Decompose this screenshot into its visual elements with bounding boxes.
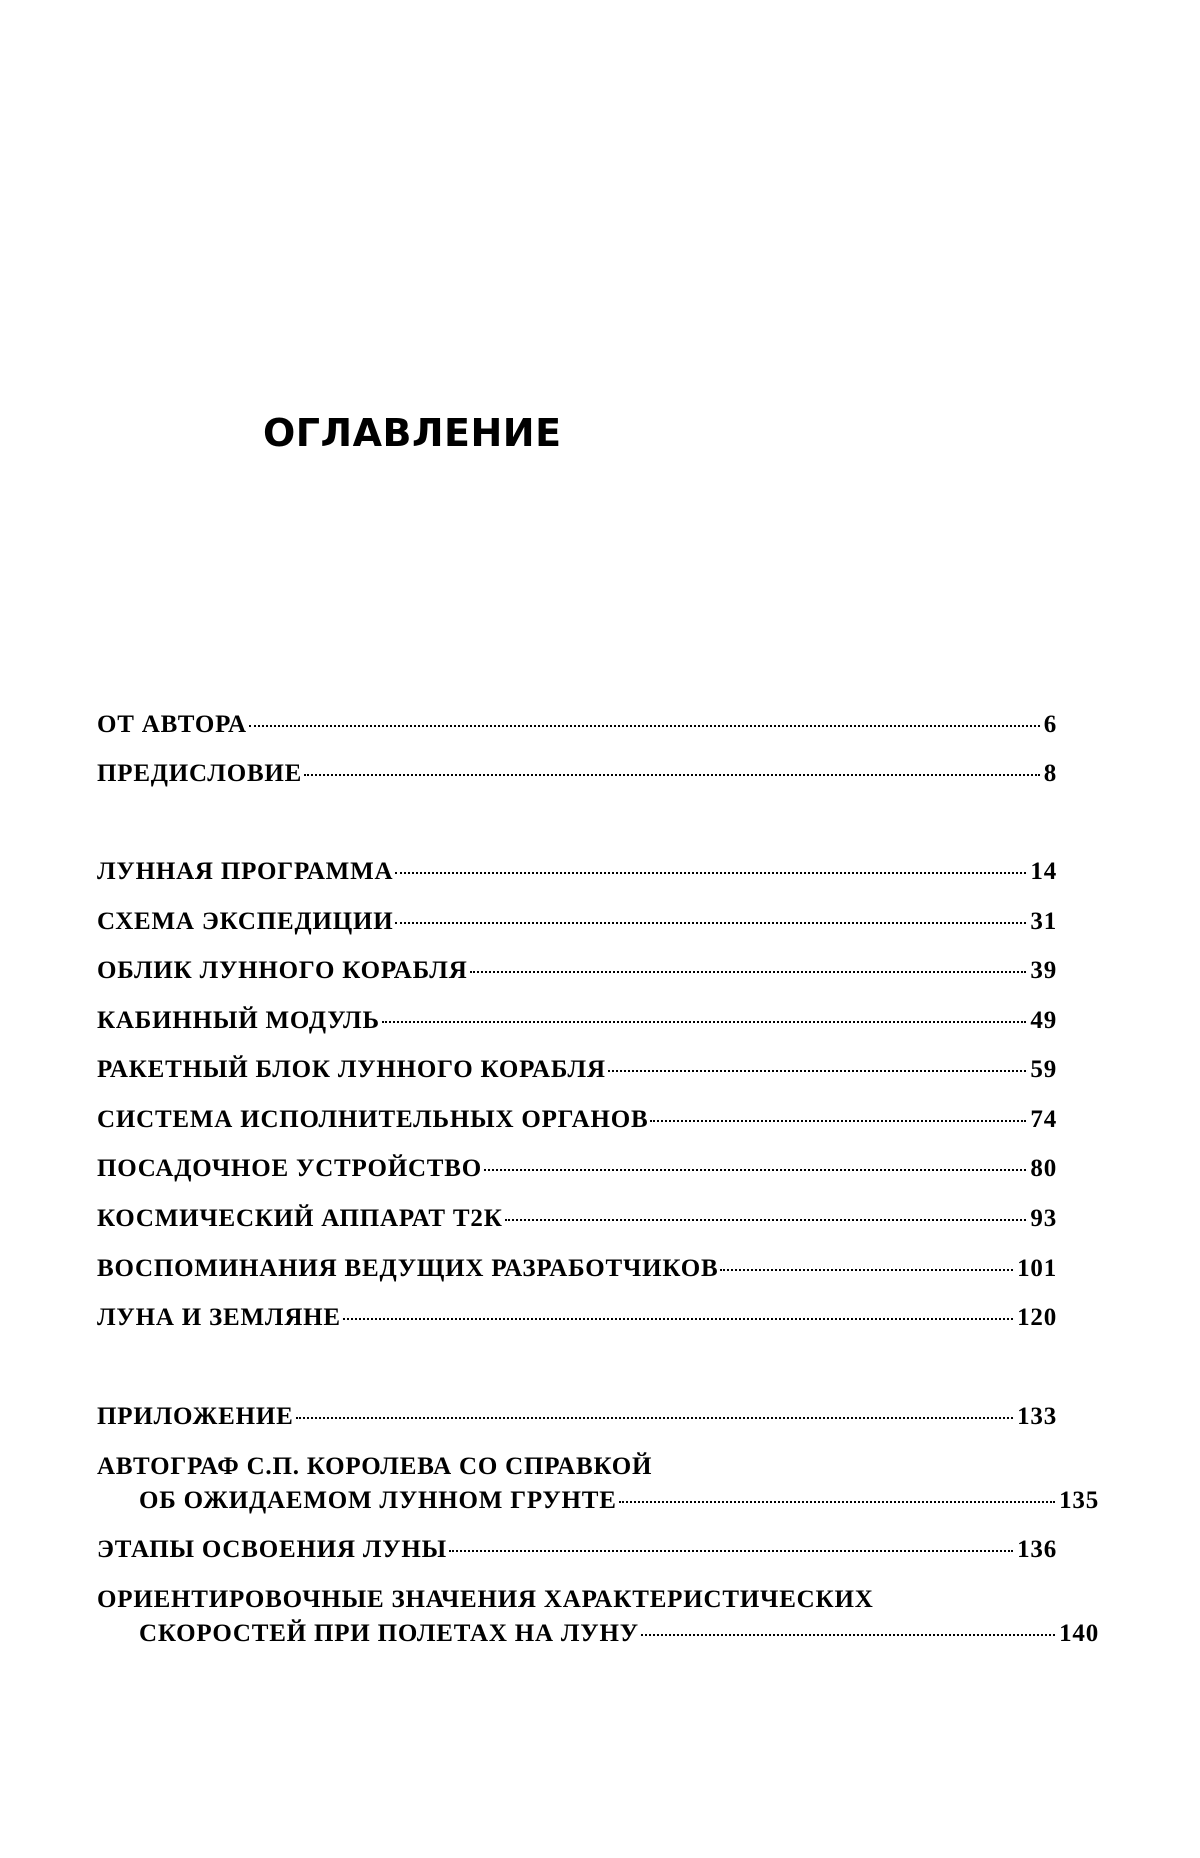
toc-entry-label-line1: АВТОГРАФ С.П. КОРОЛЕВА СО СПРАВКОЙ (97, 1453, 653, 1480)
dot-leader (641, 1634, 1055, 1636)
dot-leader (650, 1120, 1026, 1122)
toc-entry-luna-i-zemlyane (97, 1301, 1057, 1335)
toc-entry-label: ПРИЛОЖЕНИЕ (97, 1403, 294, 1430)
toc-entry-label: ЛУННАЯ ПРОГРАММА (97, 858, 394, 885)
toc-entry-page: 135 (1059, 1487, 1099, 1514)
toc-entry-page: 140 (1059, 1620, 1099, 1647)
toc-entry-page: 136 (1017, 1536, 1057, 1563)
dot-leader (382, 1021, 1027, 1023)
toc-entry-page: 133 (1017, 1403, 1057, 1430)
dot-leader (296, 1417, 1014, 1419)
toc-entry-predislovie (97, 757, 1057, 791)
toc-entry-page: 101 (1017, 1255, 1057, 1282)
toc-entry-vospominaniya (97, 1252, 1057, 1286)
toc-entry-label: СИСТЕМА ИСПОЛНИТЕЛЬНЫХ ОРГАНОВ (97, 1106, 649, 1133)
toc-entry-prilozhenie (97, 1400, 1057, 1434)
toc-entry-page: 120 (1017, 1304, 1057, 1331)
dot-leader (304, 774, 1040, 776)
toc-entry-label: ВОСПОМИНАНИЯ ВЕДУЩИХ РАЗРАБОТЧИКОВ (97, 1255, 719, 1282)
toc-entry-posadochnoe-ustroystvo (97, 1152, 1057, 1186)
toc-entry-page: 31 (1030, 908, 1057, 935)
dot-leader (608, 1070, 1027, 1072)
toc-entry-page: 39 (1030, 957, 1057, 984)
toc-entry-orientirovochnye-znacheniya (97, 1583, 1099, 1651)
toc-entry-page: 74 (1030, 1106, 1057, 1133)
toc-entry-label: РАКЕТНЫЙ БЛОК ЛУННОГО КОРАБЛЯ (97, 1056, 606, 1083)
toc-entry-label-line1: ОРИЕНТИРОВОЧНЫЕ ЗНАЧЕНИЯ ХАРАКТЕРИСТИЧЕСКИХ (97, 1586, 874, 1613)
toc-entry-page: 14 (1030, 858, 1057, 885)
dot-leader (470, 971, 1027, 973)
toc-entry-label: СХЕМА ЭКСПЕДИЦИИ (97, 908, 394, 935)
toc-entry-label: ПОСАДОЧНОЕ УСТРОЙСТВО (97, 1155, 482, 1182)
toc-entry-page: 59 (1030, 1056, 1057, 1083)
toc-entry-label: КАБИННЫЙ МОДУЛЬ (97, 1007, 380, 1034)
toc-entry-label: ОТ АВТОРА (97, 711, 247, 738)
toc-entry-skhema-ekspeditsii (97, 905, 1057, 939)
toc-entry-avtograf-koroleva (97, 1450, 1099, 1518)
toc-entry-page: 80 (1030, 1155, 1057, 1182)
toc-entry-label: ОБЛИК ЛУННОГО КОРАБЛЯ (97, 957, 468, 984)
toc-entry-label: ЭТАПЫ ОСВОЕНИЯ ЛУНЫ (97, 1536, 448, 1563)
page-title: ОГЛАВЛЕНИЕ (263, 411, 562, 455)
dot-leader (343, 1318, 1013, 1320)
toc-entry-ot-avtora (97, 708, 1057, 742)
toc-entry-kosmicheskiy-apparat (97, 1202, 1057, 1236)
dot-leader (449, 1550, 1013, 1552)
toc-entry-label: КОСМИЧЕСКИЙ АППАРАТ Т2К (97, 1205, 503, 1232)
toc-entry-label: ОБ ОЖИДАЕМОМ ЛУННОМ ГРУНТЕ (139, 1487, 617, 1514)
dot-leader (395, 922, 1026, 924)
toc-entry-page: 8 (1043, 760, 1057, 787)
dot-leader (395, 872, 1026, 874)
toc-entry-label: СКОРОСТЕЙ ПРИ ПОЛЕТАХ НА ЛУНУ (139, 1620, 639, 1647)
toc-entry-label: ЛУНА И ЗЕМЛЯНЕ (97, 1304, 341, 1331)
toc-entry-etapy-osvoeniya (97, 1533, 1057, 1567)
dot-leader (619, 1501, 1055, 1503)
toc-entry-kabinnyy-modul (97, 1004, 1057, 1038)
dot-leader (249, 725, 1040, 727)
toc-entry-sistema-ispolnitelnykh-organov (97, 1103, 1057, 1137)
dot-leader (720, 1269, 1013, 1271)
dot-leader (484, 1169, 1026, 1171)
toc-entry-page: 6 (1043, 711, 1057, 738)
toc-entry-page: 93 (1030, 1205, 1057, 1232)
toc-entry-label: ПРЕДИСЛОВИЕ (97, 760, 303, 787)
toc-entry-page: 49 (1030, 1007, 1057, 1034)
dot-leader (505, 1219, 1027, 1221)
toc-entry-oblik-lunnogo-korablya (97, 954, 1057, 988)
toc-entry-raketnyy-blok (97, 1053, 1057, 1087)
toc-entry-lunnaya-programma (97, 855, 1057, 889)
